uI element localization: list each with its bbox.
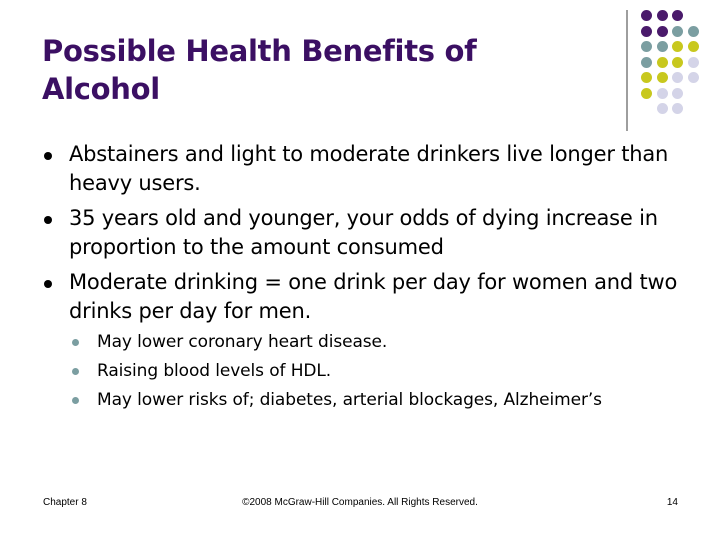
decorative-dot [641, 41, 652, 52]
decorative-dot [688, 57, 699, 68]
decorative-dot [672, 88, 683, 99]
decorative-dot [641, 10, 652, 21]
sub-bullet-item [71, 388, 693, 412]
decorative-dot [672, 26, 683, 37]
sub-bullet-icon [72, 368, 79, 375]
sub-bullet-list [43, 330, 693, 412]
decorative-dot [657, 103, 668, 114]
slide-title: Possible Health Benefits of Alcohol [42, 34, 477, 106]
footer-page-number: 14 [666, 497, 678, 508]
decorative-dot [657, 72, 668, 83]
footer-copyright: ©2008 McGraw-Hill Companies. All Rights Reserved. [242, 497, 478, 508]
bullet-icon [44, 152, 52, 160]
bullet-item [43, 204, 693, 262]
sub-bullet-icon [72, 397, 79, 404]
decorative-dot [672, 41, 683, 52]
title-divider-line [626, 10, 628, 131]
decorative-dot [657, 57, 668, 68]
sub-bullet-text: May lower coronary heart disease. [97, 332, 388, 352]
decorative-dot [672, 57, 683, 68]
decorative-dot [657, 26, 668, 37]
decorative-dot [688, 72, 699, 83]
bullet-item [43, 140, 693, 198]
bullet-text: 35 years old and younger, your odds of dying increase in proportion to the amount consumed [69, 206, 658, 259]
sub-bullet-text: Raising blood levels of HDL. [97, 361, 332, 381]
bullet-text: Moderate drinking = one drink per day for women and two drinks per day for men. [69, 270, 678, 323]
decorative-dot [657, 41, 668, 52]
footer-chapter: Chapter 8 [43, 497, 87, 508]
sub-bullet-text: May lower risks of; diabetes, arterial blockages, Alzheimer’s [97, 390, 602, 410]
bullet-list [43, 140, 693, 417]
decorative-dot [672, 72, 683, 83]
sub-bullet-icon [72, 339, 79, 346]
bullet-icon [44, 280, 52, 288]
decorative-dot [672, 103, 683, 114]
bullet-icon [44, 216, 52, 224]
bullet-item [43, 268, 693, 326]
decorative-dot [672, 10, 683, 21]
sub-bullet-item [71, 330, 693, 354]
decorative-dot [657, 88, 668, 99]
decorative-dot [641, 26, 652, 37]
sub-bullet-item [71, 359, 693, 383]
decorative-dot [657, 10, 668, 21]
bullet-text: Abstainers and light to moderate drinkers live longer than heavy users. [69, 142, 669, 195]
decorative-dot [688, 26, 699, 37]
decorative-dot [641, 72, 652, 83]
decorative-dot [641, 57, 652, 68]
decorative-dot [641, 88, 652, 99]
decorative-dot [688, 41, 699, 52]
